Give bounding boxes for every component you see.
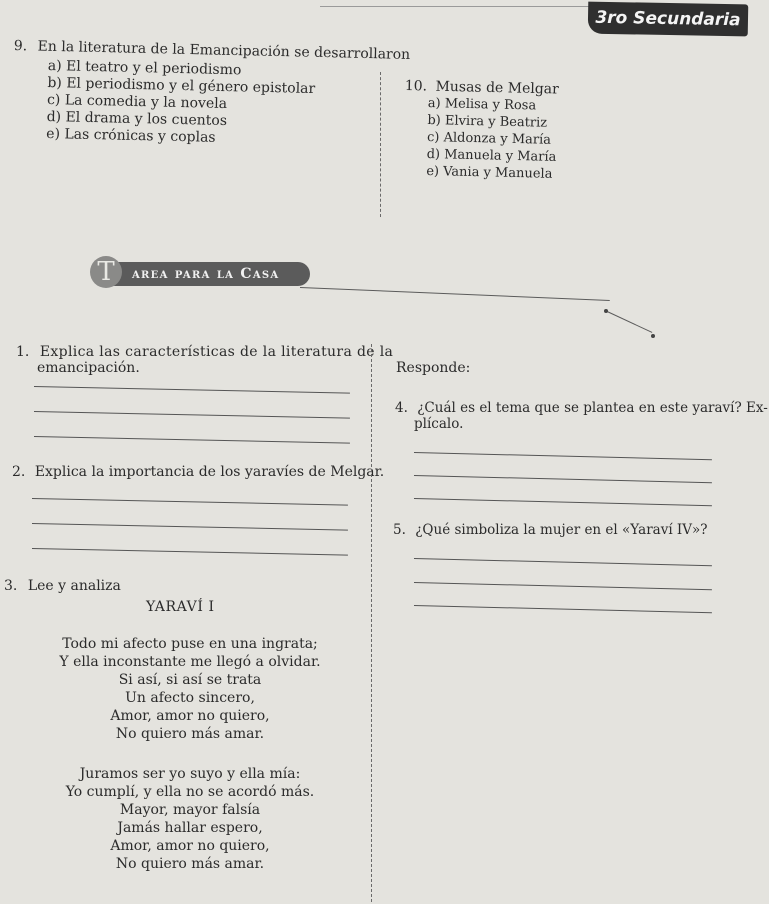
q10-option-a: a) Melisa y Rosa	[427, 96, 537, 114]
q9-option-e: e) Las crónicas y coplas	[46, 125, 216, 146]
hw-q1-number: 1.	[16, 344, 30, 360]
hw-q4-answer-line-2[interactable]	[414, 475, 712, 483]
hw-q3-text: Lee y analiza	[27, 578, 121, 594]
hw-q4-number: 4.	[395, 400, 408, 416]
hw-q5-number: 5.	[393, 522, 406, 538]
q10-option-e: e) Vania y Manuela	[426, 163, 553, 182]
q9-option-c: c) La comedia y la novela	[46, 91, 228, 113]
poem-line: No quiero más amar.	[115, 856, 265, 872]
hw-q5-answer-line-2[interactable]	[414, 582, 712, 590]
hw-q4	[395, 400, 768, 416]
hw-q1-answer-line-3[interactable]	[34, 436, 350, 444]
q10-options	[426, 96, 558, 182]
tarea-rule-dot	[604, 309, 608, 313]
responde-heading: Responde:	[396, 360, 471, 376]
poem-title: YARAVÍ I	[146, 599, 215, 615]
hw-q5-answer-line-3[interactable]	[414, 605, 712, 613]
hw-q4-answer-line-3[interactable]	[414, 498, 712, 506]
q10-prompt: Musas de Melgar	[435, 78, 560, 98]
poem-line: Y ella inconstante me llegó a olvidar.	[59, 654, 321, 670]
grade-badge: 3ro Secundaria	[588, 2, 749, 37]
q10-option-c: c) Aldonza y María	[426, 129, 552, 148]
poem-line: Mayor, mayor falsía	[119, 802, 261, 818]
hw-q1-text: Explica las características de la literatura de la	[39, 344, 394, 360]
hw-q2-answer-line-2[interactable]	[32, 523, 348, 531]
poem-line: Amor, amor no quiero,	[110, 708, 270, 724]
hw-q1-answer-line-2[interactable]	[34, 411, 350, 419]
poem-line: Jamás hallar espero,	[117, 820, 263, 836]
column-divider	[371, 344, 372, 902]
poem-stanza-1	[30, 636, 350, 742]
hw-q2	[12, 464, 384, 480]
hw-q1-text-cont: emancipación.	[37, 360, 140, 376]
hw-q1	[16, 344, 393, 360]
q9-option-d: d) El drama y los cuentos	[46, 108, 228, 130]
q10-number: 10.	[404, 78, 428, 95]
column-divider-top	[380, 72, 381, 217]
poem-line: Todo mi afecto puse en una ingrata;	[62, 636, 318, 652]
q9-prompt: En la literatura de la Emancipación se desarrollaron	[37, 38, 411, 63]
q9-option-a: a) El teatro y el periodismo	[47, 58, 242, 79]
hw-q2-answer-line-1[interactable]	[32, 498, 348, 506]
q10-block	[405, 78, 559, 97]
poem-line: Un afecto sincero,	[125, 690, 255, 706]
q9-number: 9.	[13, 38, 28, 55]
header-rule	[320, 6, 590, 7]
hw-q1-answer-line-1[interactable]	[34, 386, 350, 394]
q10-option-d: d) Manuela y María	[426, 146, 557, 165]
hw-q2-answer-line-3[interactable]	[32, 548, 348, 556]
tarea-initial-badge: T	[90, 256, 122, 288]
poem-line: Yo cumplí, y ella no se acordó más.	[65, 784, 315, 800]
hw-q3	[4, 578, 121, 594]
q10-option-b: b) Elvira y Beatriz	[427, 112, 548, 131]
hw-q2-number: 2.	[12, 464, 26, 480]
hw-q5-text: ¿Qué simboliza la mujer en el «Yaraví IV»?	[415, 522, 708, 538]
q9-option-b: b) El periodismo y el género epistolar	[47, 74, 316, 98]
tarea-rule-tail	[605, 310, 653, 333]
hw-q4-text-cont: plícalo.	[414, 416, 464, 432]
hw-q5	[393, 522, 708, 538]
tarea-rule	[300, 287, 610, 301]
hw-q5-answer-line-1[interactable]	[414, 558, 712, 566]
poem-line: Amor, amor no quiero,	[110, 838, 270, 854]
hw-q4-answer-line-1[interactable]	[414, 452, 712, 460]
poem-stanza-2	[30, 766, 350, 872]
tarea-banner: area para la Casa	[110, 262, 310, 286]
tarea-rule-dot-end	[651, 334, 655, 338]
poem-line: Si así, si así se trata	[118, 672, 262, 688]
hw-q4-text: ¿Cuál es el tema que se plantea en este yaraví? Ex-	[417, 400, 768, 416]
hw-q3-number: 3.	[4, 578, 18, 594]
q9-options	[46, 58, 316, 148]
poem-line: No quiero más amar.	[115, 726, 265, 742]
hw-q2-text: Explica la importancia de los yaravíes de Melgar.	[34, 464, 385, 480]
poem-line: Juramos ser yo suyo y ella mía:	[79, 766, 301, 782]
